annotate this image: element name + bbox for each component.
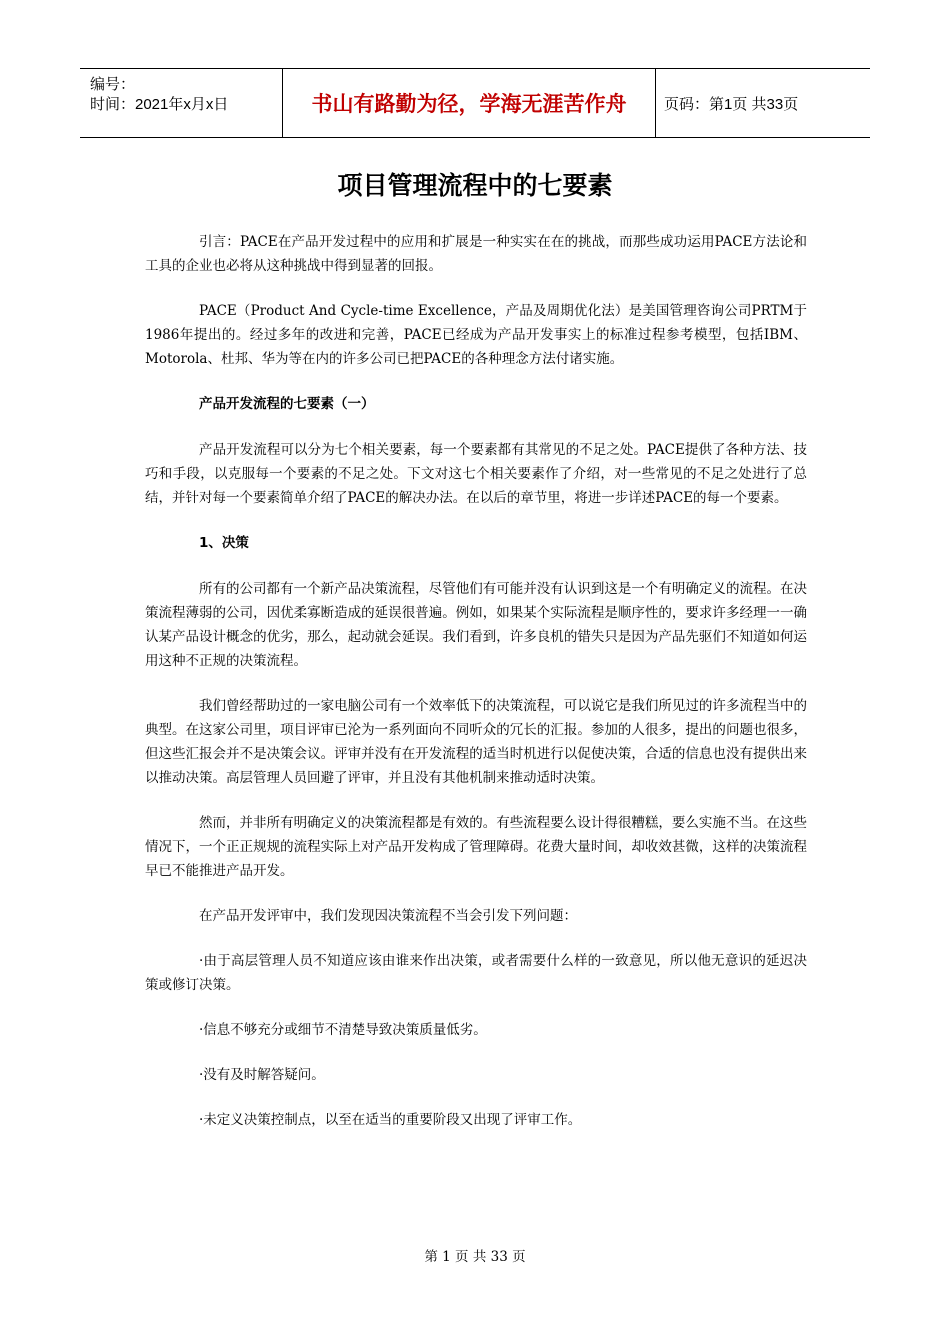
document-title: 项目管理流程中的七要素 <box>337 171 613 200</box>
paragraph: 引言：PACE在产品开发过程中的应用和扩展是一种实实在在的挑战，而那些成功运用PACE方法论和工具的企业也必将从这种挑战中得到显著的回报。 <box>145 234 807 274</box>
bullet-item: ·信息不够充分或细节不清楚导致决策质量低劣。 <box>199 1022 487 1038</box>
header-motto: 书山有路勤为径，学海无涯苦作舟 <box>282 69 656 137</box>
section-heading: 产品开发流程的七要素（一） <box>199 396 375 412</box>
paragraph: 产品开发流程可以分为七个相关要素，每一个要素都有其常见的不足之处。PACE提供了各种方法、技巧和手段，以克服每一个要素的不足之处。下文对这七个相关要素作了介绍，对一些常见的不足之处进行了总结，并针对每一个要素简单介绍了PACE的解决办法。在以后的章节里，将进一步详述PACE的每一个要素。 <box>145 442 807 506</box>
paragraph: PACE（Product And Cycle-time Excellence，产品及周期优化法）是美国管理咨询公司PRTM于1986年提出的。经过多年的改进和完善，PACE已经成为产品开发事实上的标准过程参考模型，包括IBM、Motorola、杜邦、华为等在内的许多公司已把PACE的各种理念方法付诸实施。 <box>145 303 807 367</box>
page-footer: 第 1 页 共 33 页 <box>424 1249 526 1265</box>
paragraph: 所有的公司都有一个新产品决策流程，尽管他们有可能并没有认识到这是一个有明确定义的流程。在决策流程薄弱的公司，因优柔寡断造成的延误很普遍。例如，如果某个实际流程是顺序性的，要求许多经理一一确认某产品设计概念的优劣，那么，起动就会延误。我们看到，许多良机的错失只是因为产品先驱们不知道如何运用这种不正规的决策流程。 <box>145 581 807 669</box>
header-meta <box>80 69 282 137</box>
paragraph: 在产品开发评审中，我们发现因决策流程不当会引发下列问题： <box>199 908 577 924</box>
header-page-info: 页码：第1页 共33页 <box>664 95 799 113</box>
bullet-item: ·由于高层管理人员不知道应该由谁来作出决策，或者需要什么样的一致意见，所以他无意识的延迟决策或修订决策。 <box>145 953 807 993</box>
date-label: 时间：2021年x月x日 <box>90 96 229 113</box>
document-body <box>145 230 807 1153</box>
paragraph: 我们曾经帮助过的一家电脑公司有一个效率低下的决策流程，可以说它是我们所见过的许多流程当中的典型。在这家公司里，项目评审已沦为一系列面向不同听众的冗长的汇报。参加的人很多，提出的问题也很多，但这些汇报会并不是决策会议。评审并没有在开发流程的适当时机进行以促使决策，合适的信息也没有提供出来以推动决策。高层管理人员回避了评审，并且没有其他机制来推动适时决策。 <box>145 698 807 786</box>
paragraph: 然而，并非所有明确定义的决策流程都是有效的。有些流程要么设计得很糟糕，要么实施不当。在这些情况下，一个正正规规的流程实际上对产品开发构成了管理障碍。花费大量时间，却收效甚微，这样的决策流程早已不能推进产品开发。 <box>145 815 807 879</box>
header-table <box>80 68 870 138</box>
number-label: 编号： <box>90 76 136 93</box>
section-heading: 1、决策 <box>199 535 249 551</box>
bullet-item: ·没有及时解答疑问。 <box>199 1067 325 1083</box>
bullet-item: ·未定义决策控制点，以至在适当的重要阶段又出现了评审工作。 <box>199 1112 582 1128</box>
